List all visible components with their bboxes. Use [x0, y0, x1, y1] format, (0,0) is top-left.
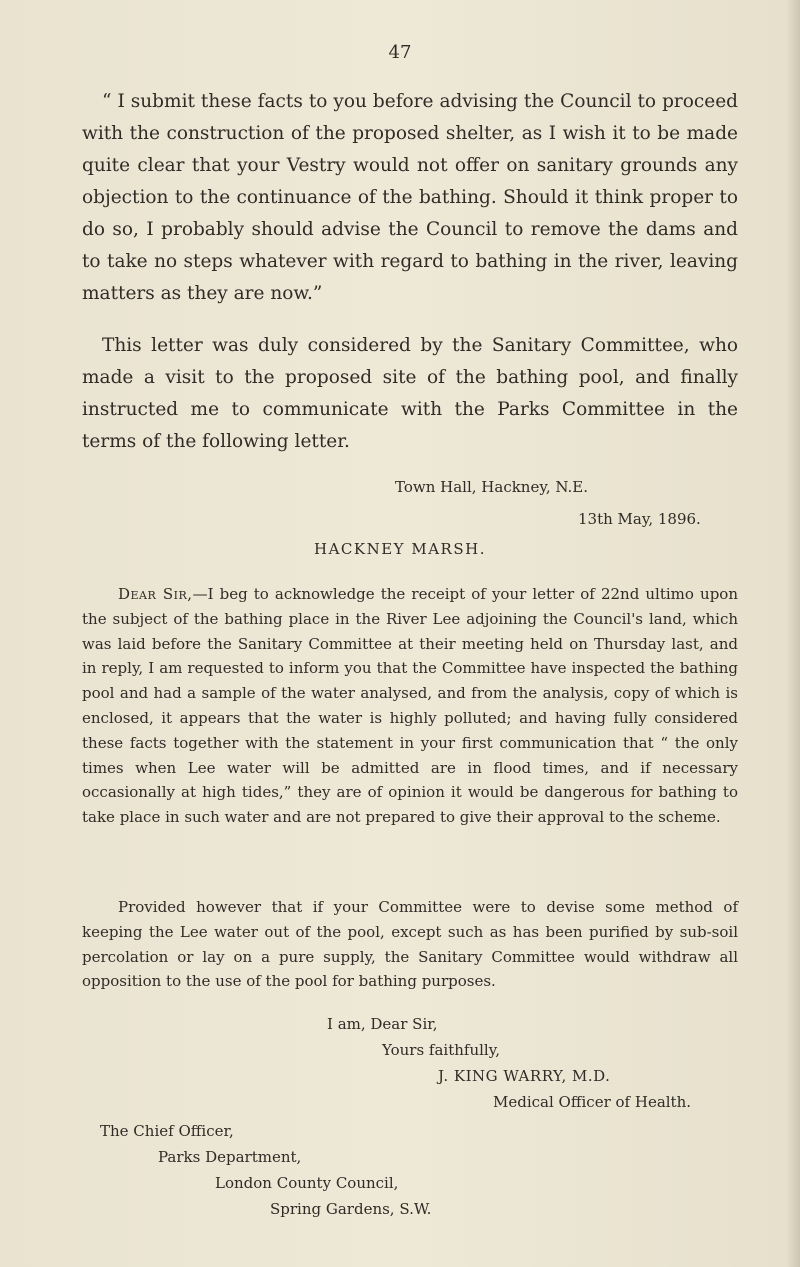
signer-name: J. KING WARRY, M.D. [438, 1067, 611, 1085]
letter-date: 13th May, 1896. [578, 510, 701, 528]
letter-paragraph-1 [82, 582, 738, 830]
letter-address: Town Hall, Hackney, N.E. [395, 478, 589, 496]
letter-heading: HACKNEY MARSH. [314, 540, 486, 558]
quote-paragraph: “ I submit these facts to you before advising the Council to proceed with the construction of the proposed shelter, as I wish it to be made quite clear that your Vestry would not offer on sanitary grounds any objection to the continuance of the bathing. Should it think proper to do so, I probably should advise the Council to remove the dams and to take no steps whatever with regard to bathing in the river, leaving matters as they are now.” [82, 91, 738, 304]
page-edge-shadow [786, 0, 800, 1267]
recipient-line: London County Council, [215, 1174, 399, 1192]
letter-closing: I am, Dear Sir, [327, 1015, 438, 1033]
sanitary-committee-paragraph: This letter was duly considered by the Sanitary Committee, who made a visit to the proposed site of the bathing pool, and finally instructed me to communicate with the Parks Committee in the terms of the following letter. [82, 335, 738, 452]
recipient-line: The Chief Officer, [100, 1122, 234, 1140]
letter-valediction: Yours faithfully, [382, 1041, 500, 1059]
page-number: 47 [388, 42, 412, 63]
recipient-line: Spring Gardens, S.W. [270, 1200, 432, 1218]
signer-title: Medical Officer of Health. [493, 1093, 692, 1111]
recipient-line: Parks Department, [158, 1148, 302, 1166]
letter-paragraph-1-text: —I beg to acknowledge the receipt of your letter of 22nd ultimo upon the subject of the bathing place in the River Lee adjoining the Council's land, which was laid before the Sanitary Committee at their meeting held on Thursday last, and in reply, I am requested to inform you that the Committee have inspected the bathing pool and had a sample of the water analysed, and from the analysis, copy of which is enclosed, it appears that the water is highly polluted; and having fully considered these facts together with the statement in your first communication that “ the only times when Lee water will be admitted are in flood times, and if necessary occasionally at high tides,” they are of opinion it would be dangerous for bathing to take place in such water and are not prepared to give their approval to the scheme. [82, 585, 738, 827]
salutation: Dear Sir, [118, 585, 193, 603]
letter-paragraph-2: Provided however that if your Committee were to devise some method of keeping the Lee water out of the pool, except such as has been purified by sub-soil percolation or lay on a pure supply, the Sanitary Committee would withdraw all opposition to the use of the pool for bathing purposes. [82, 898, 738, 991]
